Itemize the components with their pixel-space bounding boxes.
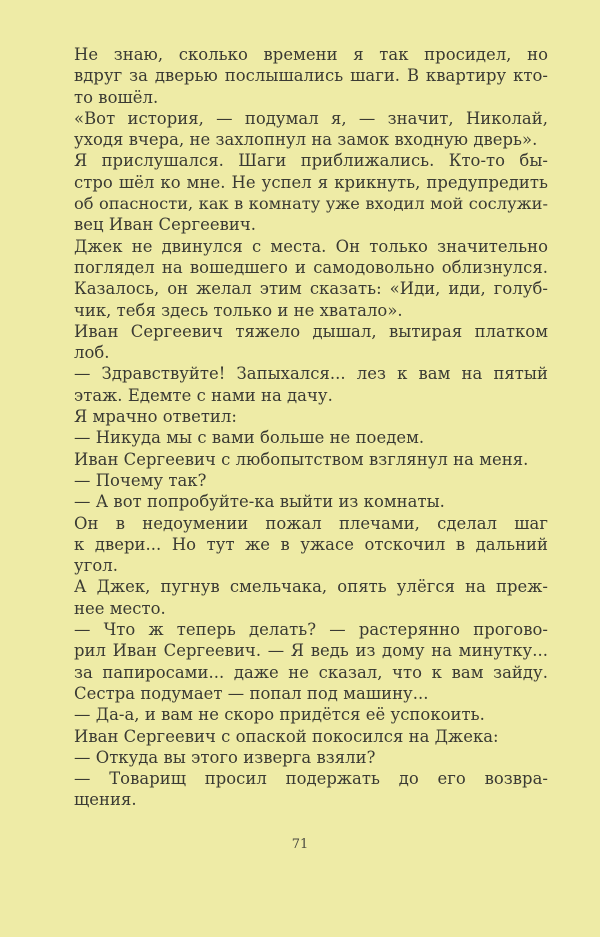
text-line: то вошёл. [74, 87, 159, 107]
text-line: лоб. [74, 343, 110, 363]
text-line: чик, тебя здесь только и не хватало». [74, 300, 403, 320]
text-line: — Никуда мы с вами больше не поедем. [74, 428, 425, 448]
text-line: за папиросами... даже не сказал, что к вам зайду. [74, 662, 548, 682]
text-line: Я прислушался. Шаги приближались. Кто-то бы- [74, 151, 548, 171]
text-line: поглядел на вошедшего и самодовольно облизнулся. [74, 257, 548, 277]
text-line: Он в недоумении пожал плечами, сделал шаг [74, 513, 548, 533]
text-line: — Здравствуйте! Запыхался... лез к вам на пятый [74, 364, 548, 384]
text-line: Джек не двинулся с места. Он только значительно [74, 236, 548, 256]
text-line: этаж. Едемте с нами на дачу. [74, 385, 333, 405]
text-line: уходя вчера, не захлопнул на замок входную дверь». [74, 130, 538, 150]
text-line: — Что ж теперь делать? — растерянно прогово- [74, 620, 548, 640]
text-line: угол. [74, 556, 118, 576]
text-line: — Откуда вы этого изверга взяли? [74, 747, 376, 767]
body-text [74, 44, 548, 811]
text-line: Иван Сергеевич с любопытством взглянул на меня. [74, 449, 529, 469]
text-line: Казалось, он желал этим сказать: «Иди, иди, голуб- [74, 279, 548, 299]
text-line: Я мрачно ответил: [74, 407, 237, 427]
text-line: к двери... Но тут же в ужасе отскочил в дальний [74, 534, 548, 554]
text-line: — А вот попробуйте-ка выйти из комнаты. [74, 492, 445, 512]
text-line: Иван Сергеевич тяжело дышал, вытирая платком [74, 321, 548, 341]
text-line: нее место. [74, 598, 166, 618]
text-line: — Товарищ просил подержать до его возвра- [74, 769, 548, 789]
text-line: об опасности, как в комнату уже входил мой сослужи- [74, 194, 548, 214]
text-line: — Почему так? [74, 470, 207, 490]
text-line: Иван Сергеевич с опаской покосился на Джека: [74, 726, 499, 746]
text-line: вдруг за дверью послышались шаги. В квартиру кто- [74, 66, 548, 86]
text-line: Сестра подумает — попал под машину... [74, 683, 429, 703]
text-line: А Джек, пугнув смельчака, опять улёгся на преж- [74, 577, 548, 597]
text-line: — Да-а, и вам не скоро придётся её успокоить. [74, 705, 485, 725]
text-line: «Вот история, — подумал я, — значит, Николай, [74, 108, 548, 128]
text-line: вец Иван Сергеевич. [74, 215, 256, 235]
text-line: стро шёл ко мне. Не успел я крикнуть, предупредить [74, 172, 548, 192]
text-line: щения. [74, 790, 137, 810]
page-number: 71 [291, 837, 309, 852]
text-line: Не знаю, сколько времени я так просидел, но [74, 45, 548, 64]
text-line: рил Иван Сергеевич. — Я ведь из дому на минутку... [74, 641, 548, 661]
